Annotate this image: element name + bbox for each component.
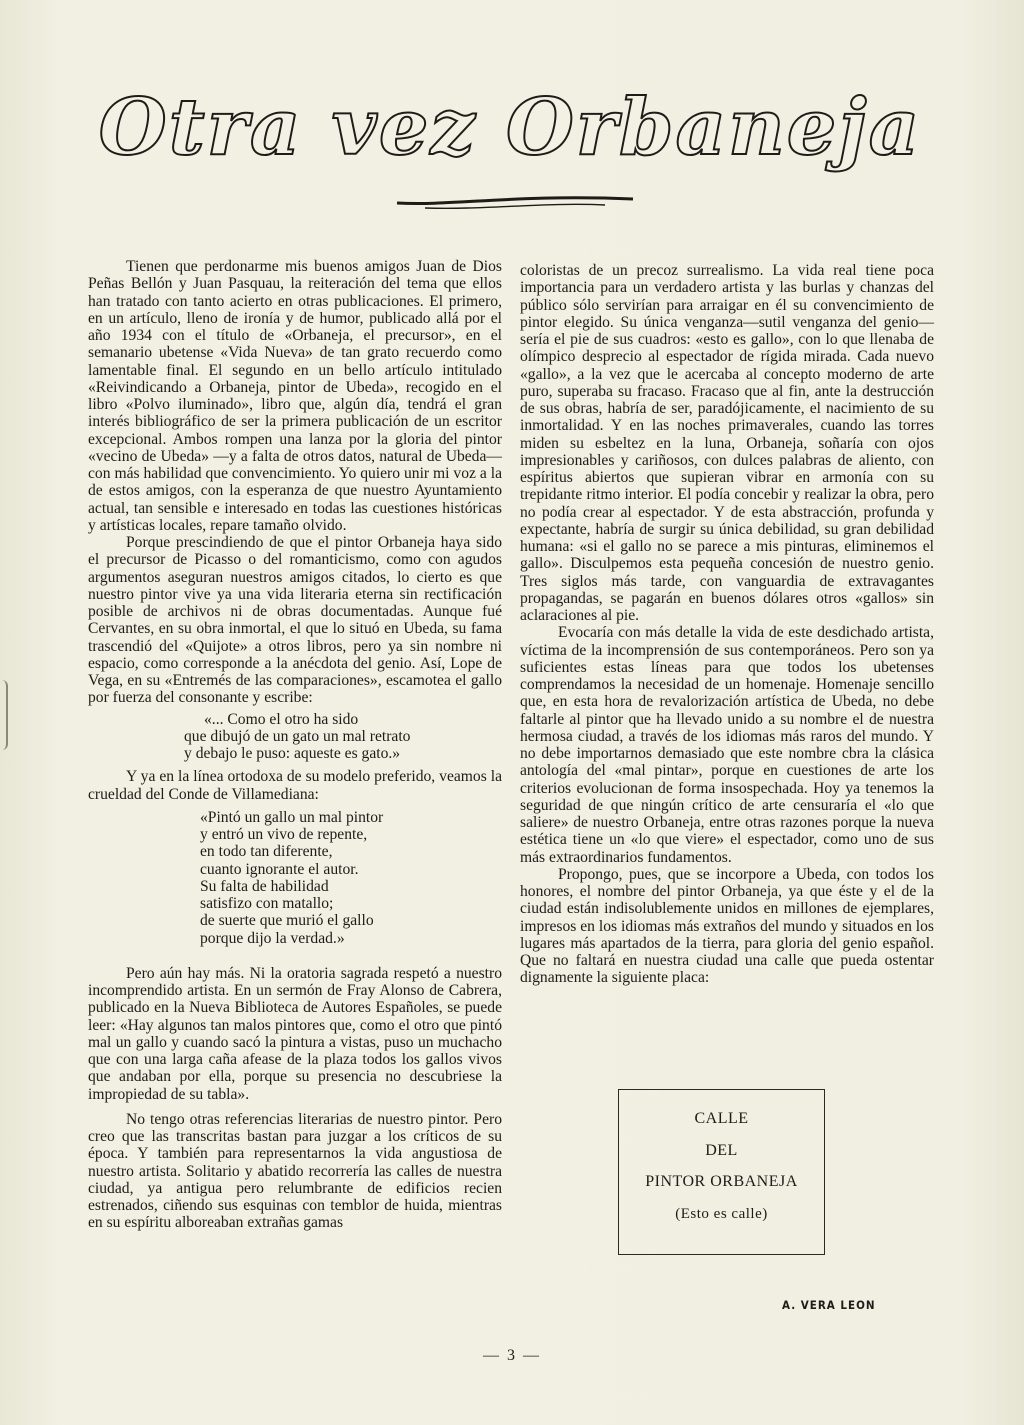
verse-line: «Pintó un gallo un mal pintor	[200, 808, 384, 826]
paragraph: Porque prescindiendo de que el pintor Orbaneja haya sido el precursor de Picasso o del romanticismo, como con agudos argumentos aseguran nuestros amigos citados, lo cierto es que nuestro pintor vive ya una vida literaria eterna sin rectificación posible de archivos ni de obras documentadas. Aunque fué Cervantes, en su obra inmortal, el que lo situó en Ubeda, su fama trascendió del «Quijote» a otros libros, pero ya sin nombre ni espacio, como corresponde a la anécdota del genio. Así, Lope de Vega, en su «Entremés de las comparaciones», escamotea el gallo por fuerza del consonante y escribe:	[88, 534, 502, 707]
verse-line: «... Como el otro ha sido	[204, 710, 359, 728]
verse-quote-lope	[88, 711, 502, 763]
verse-line: y debajo le puso: aqueste es gato.»	[184, 745, 401, 762]
title-ornament	[395, 186, 635, 216]
verse-line: y entró un vivo de repente,	[200, 826, 368, 843]
verse-line: de suerte que murió el gallo	[200, 912, 374, 930]
verse-quote-villamediana	[88, 809, 502, 947]
plaque-line: DEL	[705, 1141, 738, 1159]
right-column	[520, 262, 934, 987]
article-title: Otra vez Orbaneja	[98, 82, 922, 173]
left-column	[88, 258, 502, 1232]
verse-line: Su falta de habilidad	[200, 877, 329, 895]
plaque-line: CALLE	[694, 1110, 749, 1127]
verse-line: en todo tan diferente,	[200, 843, 333, 861]
verse-line: porque dijo la verdad.»	[200, 929, 345, 947]
paragraph: Y ya en la línea ortodoxa de su modelo preferido, veamos la crueldad del Conde de Villamediana:	[88, 768, 502, 803]
verse-line: satisfizo con matallo;	[200, 895, 334, 912]
paragraph: No tengo otras referencias literarias de nuestro pintor. Pero creo que las transcritas bastan para juzgar a los críticos de su época. Y también para representarnos la vida angustiosa de nuestro artista. Solitario y abatido recorrería las calles de nuestra ciudad, ya antigua pero relumbrante de edificios recien estrenados, ciñendo sus esquinas con temblor de huida, mientras en su espíritu alboreaban extrañas gamas	[88, 1110, 502, 1232]
street-plaque	[618, 1089, 825, 1255]
verse-line: cuanto ignorante el autor.	[200, 860, 359, 878]
plaque-note: (Esto es calle)	[675, 1205, 768, 1222]
page-edge-mark	[0, 680, 8, 750]
author-signature: A. VERA LEON	[782, 1298, 876, 1312]
paragraph: Evocaría con más detalle la vida de este desdichado artista, víctima de la incomprensión de sus contemporáneos. Pero son ya suficientes estas líneas para que todos los ubetenses comprendamos la necesidad de un homenaje. Homenaje sencillo que, en esta hora de revalorización artística de Ubeda, no debe faltarle al pintor que ha llevado unido a su nombre el de nuestra hermosa ciudad, a través de los idiomas más raros del mundo. Y no debe importarnos demasiado que este nombre cbra la clásica antología del «mal pintar», porque en cuestiones de arte los criterios evolucionan de forma insospechada. Hoy ya tenemos la seguridad de que ningún crítico de arte censuraría el «lo que saliere» de nuestro Orbaneja, entre otras razones porque la nueva estética tiene un «lo que viere» el espectador, como uno de sus más extraordinarios fundamentos.	[520, 624, 934, 866]
plaque-line: PINTOR ORBANEJA	[645, 1173, 798, 1190]
paragraph: Tienen que perdonarme mis buenos amigos Juan de Dios Peñas Bellón y Juan Pasquau, la reiteración del tema que ellos han tratado con tanto acierto en otras publicaciones. El primero, en un artículo, lleno de ironía y de humor, publicado allá por el año 1934 con el título de «Orbaneja, el precursor», en el semanario ubetense «Vida Nueva» de tan grato recuerdo como lamentable final. El segundo en un bello artículo intitulado «Reivindicando a Orbaneja, pintor de Ubeda», recogido en el libro «Polvo iluminado», libro que, algún día, tendrá el gran interés bibliográfico de ser la primera publicación de un escritor excepcional. Ambos rompen una lanza por la gloria del pintor «vecino de Ubeda» —y a falta de otros datos, natural de Ubeda—con más habilidad que convencimiento. Yo quiero unir mi voz a la de estos amigos, con la esperanza de que nuestro Ayuntamiento actual, tan sensible e interesado en todas las cuestiones históricas y artísticas locales, repare tamaño olvido.	[88, 258, 502, 534]
paragraph: coloristas de un precoz surrealismo. La vida real tiene poca importancia para un verdadero artista y las burlas y chanzas del público sólo servirían para arraigar en él su convencimiento de pintor elegido. Su única venganza—sutil venganza del genio—sería el pie de sus cuadros: «esto es gallo», con lo que llenaba de olímpico desprecio al espectador de rígida mirada. Cada nuevo «gallo», a la vez que le acercaba al concepto moderno de arte puro, superaba su fracaso. Fracaso que al fin, ante la destrucción de sus obras, habría de ser, paradójicamente, el nacimiento de su inmortalidad. Y en las noches primaverales, cuando las torres miden su esbeltez en la luna, Orbaneja, soñaría con ojos impresionables y cariñosos, con dulces palabras de aliento, con espíritus abiertos que supieran vibrar en armonía con su trepidante ritmo interior. El podía concebir y realizar la obra, pero no podía crear al espectador. Y de esta abstracción, profunda y expectante, habría de surgir su única debilidad, su gran debilidad humana: «si el gallo no se parece a mis pinturas, eliminemos el gallo». Disculpemos esta pequeña concesión de nuestro genio. Tres siglos más tarde, con vanguardia de extravagantes propagandas, se pagarán en buenos dólares otros «gallos» sin aclaraciones al pie.	[520, 262, 934, 624]
verse-line: que dibujó de un gato un mal retrato	[184, 727, 411, 745]
paragraph: Pero aún hay más. Ni la oratoria sagrada respetó a nuestro incomprendido artista. En un sermón de Fray Alonso de Cabrera, publicado en la Nueva Biblioteca de Autores Españoles, se puede leer: «Hay algunos tan malos pintores que, como el otro que pintó mal un gallo y cuando sacó la pintura a vistas, puso un muchacho que con una larga caña afease de la plaza todos los gallos vivos que andaban por ella, porque su presencia no descubriese la impropiedad de su tabla».	[88, 964, 502, 1103]
page-number: — 3 —	[483, 1347, 541, 1364]
paragraph: Propongo, pues, que se incorpore a Ubeda, con todos los honores, el nombre del pintor Orbaneja, ya que éste y el de la ciudad están indisolublemente unidos en millones de ejemplares, impresos en los idiomas más extraños del mundo y situados en los lugares más apartados de la tierra, para gloria del genio español. Que no faltará en nuestra ciudad una calle que pueda ostentar dignamente la siguiente placa:	[520, 865, 934, 987]
